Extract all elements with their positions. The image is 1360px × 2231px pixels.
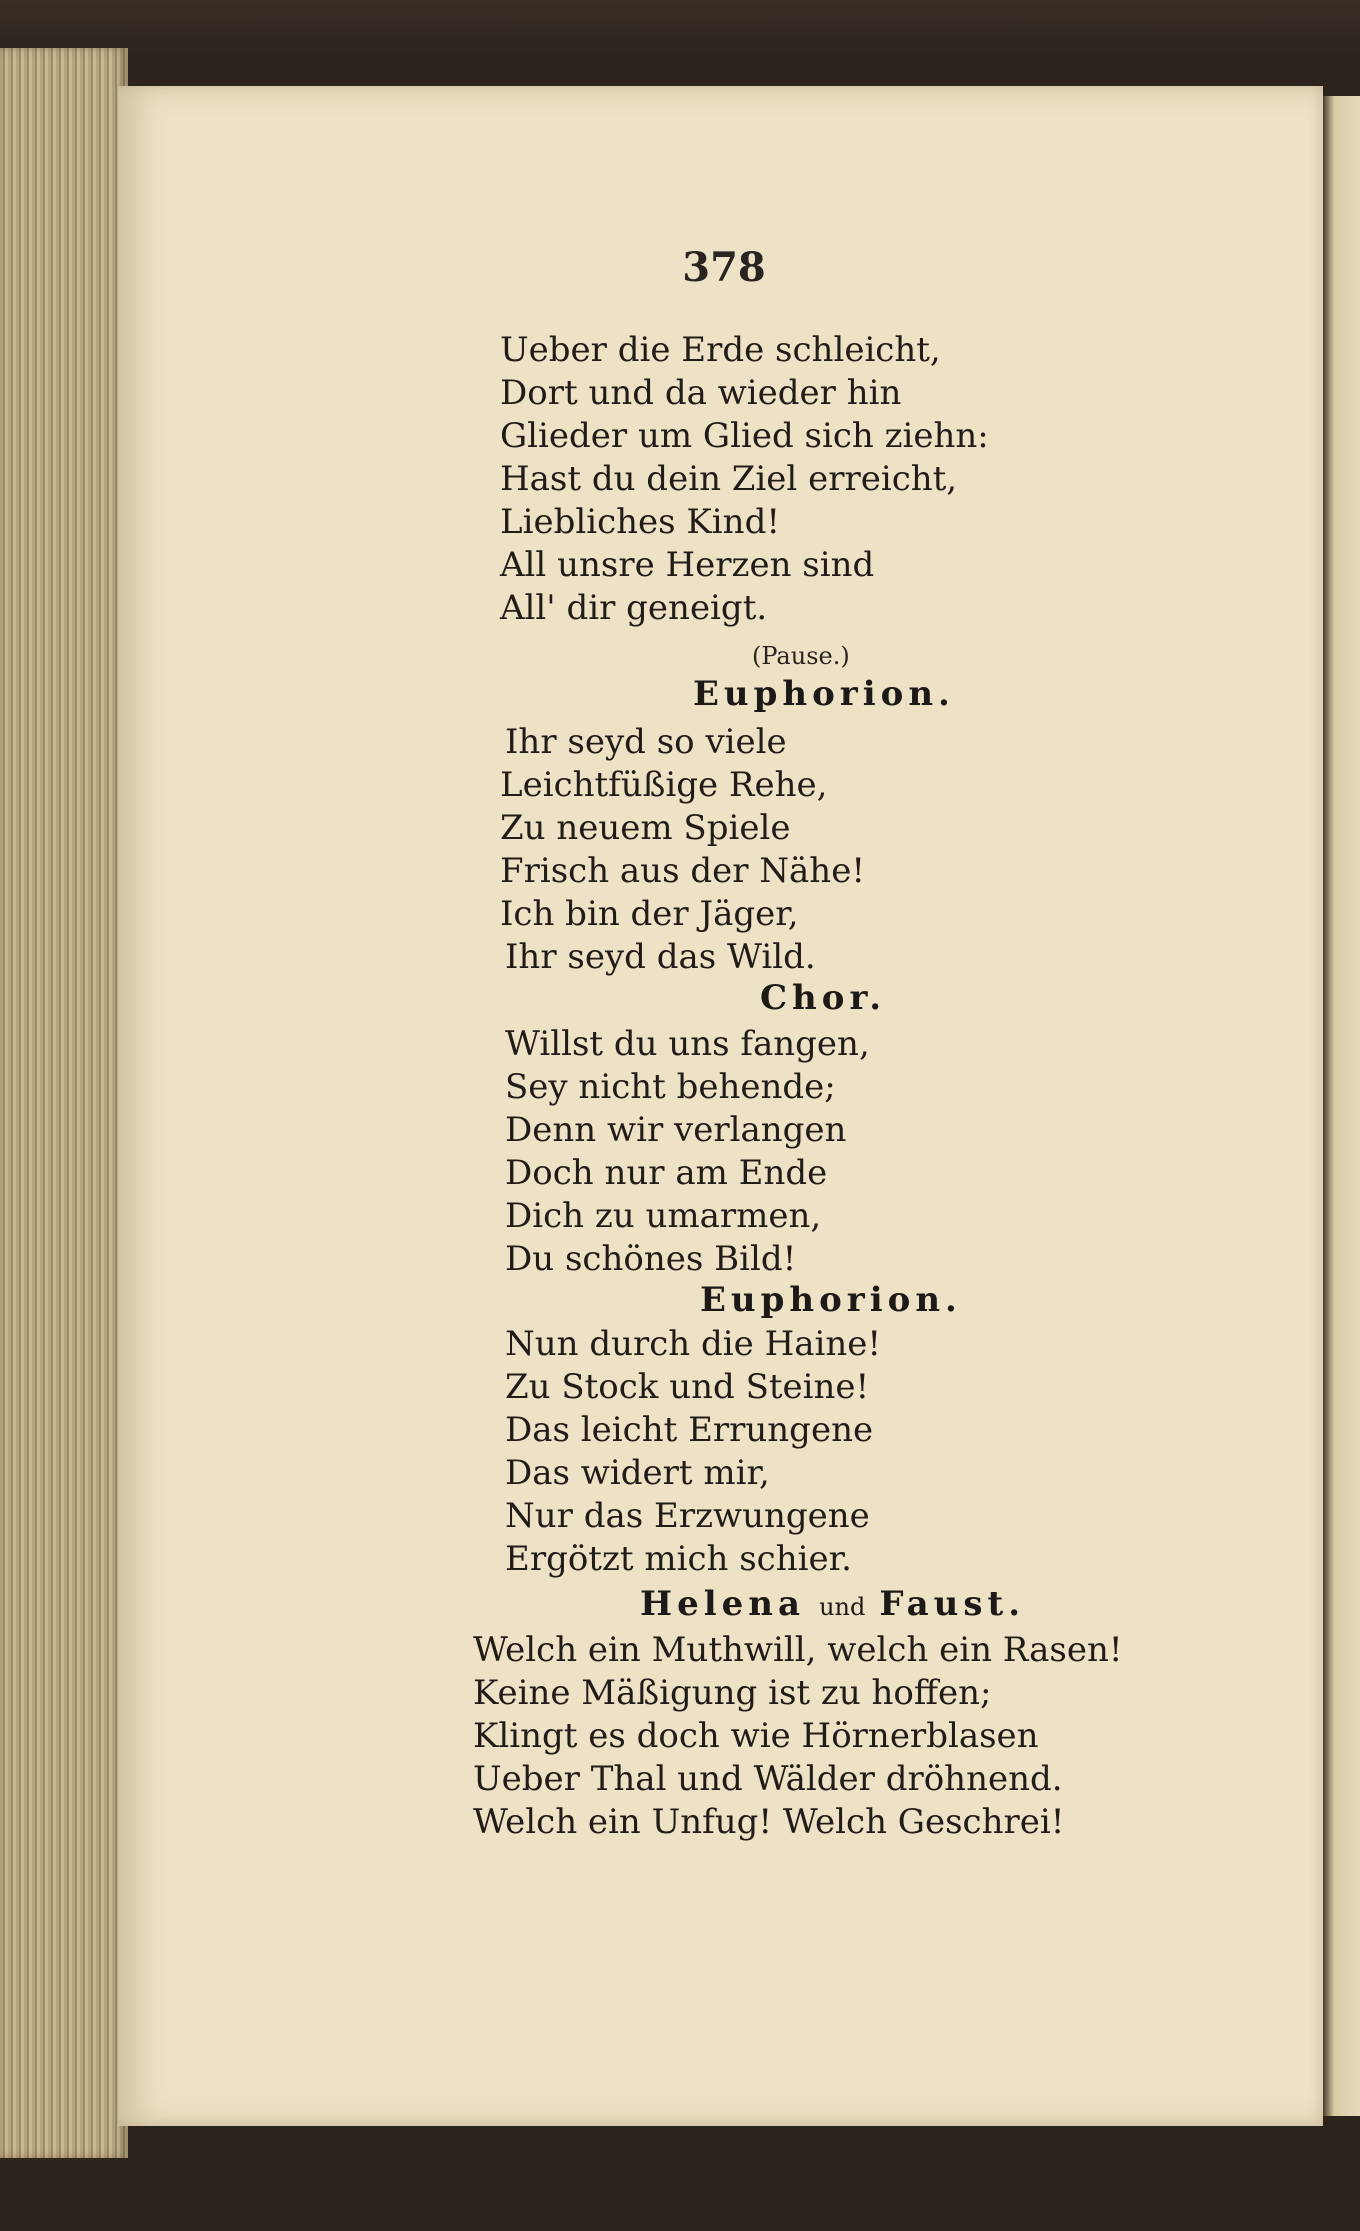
verse-line: Zu neuem Spiele xyxy=(500,808,791,848)
verse-line: Dich zu umarmen, xyxy=(505,1196,822,1236)
verse-line: Nur das Erzwungene xyxy=(505,1496,870,1536)
speaker-name-helena: Helena xyxy=(640,1584,806,1624)
verse-line: Ueber die Erde schleicht, xyxy=(500,330,941,370)
verse-line: Nun durch die Haine! xyxy=(505,1324,882,1364)
speaker-name: Euphorion. xyxy=(693,674,955,714)
verse-line: Hast du dein Ziel erreicht, xyxy=(500,459,958,499)
verse-line: Ihr seyd so viele xyxy=(505,722,787,762)
verse-line: Glieder um Glied sich ziehn: xyxy=(500,416,989,456)
verse-line: Willst du uns fangen, xyxy=(505,1024,870,1064)
verse-line: Frisch aus der Nähe! xyxy=(500,851,865,891)
verse-line: Liebliches Kind! xyxy=(500,502,781,542)
verse-line: Du schönes Bild! xyxy=(505,1239,797,1279)
speaker-name: Chor. xyxy=(760,978,887,1018)
verse-line: All' dir geneigt. xyxy=(500,588,768,628)
verse-line: Dort und da wieder hin xyxy=(500,373,902,413)
verse-line: Ihr seyd das Wild. xyxy=(505,937,816,977)
speaker-names xyxy=(640,1584,1025,1627)
verse-line: Welch ein Muthwill, welch ein Rasen! xyxy=(473,1630,1123,1670)
verse-line: Zu Stock und Steine! xyxy=(505,1367,870,1407)
verse-line: Keine Mäßigung ist zu hoffen; xyxy=(473,1673,992,1713)
verse-line: Doch nur am Ende xyxy=(505,1153,828,1193)
verse-line: Welch ein Unfug! Welch Geschrei! xyxy=(473,1802,1065,1842)
page-edges xyxy=(0,48,128,2158)
stage-direction: (Pause.) xyxy=(752,642,850,670)
verse-line: Denn wir verlangen xyxy=(505,1110,847,1150)
speaker-name-faust: Faust. xyxy=(879,1584,1026,1624)
verse-line: All unsre Herzen sind xyxy=(500,545,875,585)
cover-board xyxy=(0,0,1360,60)
verse-line: Ueber Thal und Wälder dröhnend. xyxy=(473,1759,1063,1799)
page-number: 378 xyxy=(682,244,766,291)
verse-line: Leichtfüßige Rehe, xyxy=(500,765,828,805)
facing-page-edge xyxy=(1323,96,1360,2116)
verse-line: Das leicht Errungene xyxy=(505,1410,874,1450)
verse-line: Ich bin der Jäger, xyxy=(500,894,799,934)
conjunction: und xyxy=(819,1593,866,1621)
verse-line: Ergötzt mich schier. xyxy=(505,1539,852,1579)
speaker-name: Euphorion. xyxy=(700,1280,962,1320)
verse-line: Das widert mir, xyxy=(505,1453,770,1493)
verse-line: Sey nicht behende; xyxy=(505,1067,836,1107)
verse-line: Klingt es doch wie Hörnerblasen xyxy=(473,1716,1039,1756)
